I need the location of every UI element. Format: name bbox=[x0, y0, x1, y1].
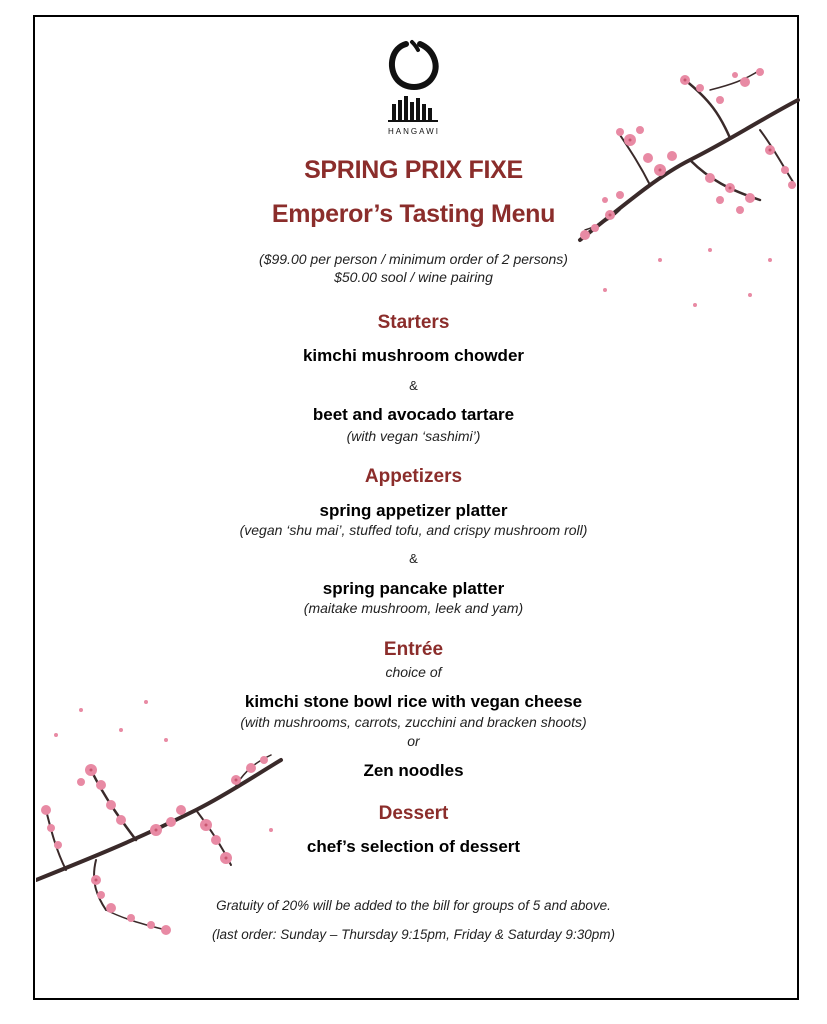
dish-detail: (with vegan ‘sashimi’) bbox=[346, 428, 481, 444]
dish-detail: (maitake mushroom, leek and yam) bbox=[303, 600, 524, 616]
enso-circle-icon bbox=[384, 38, 444, 126]
dish-kimchi-mushroom-chowder: kimchi mushroom chowder bbox=[302, 346, 525, 365]
dish-beet-avocado-tartare: beet and avocado tartare bbox=[312, 405, 515, 424]
section-heading-starters: Starters bbox=[377, 312, 450, 333]
price-note: ($99.00 per person / minimum order of 2 persons) bbox=[259, 251, 568, 267]
section-heading-appetizers: Appetizers bbox=[364, 466, 463, 487]
gratuity-note: Gratuity of 20% will be added to the bill for groups of 5 and above. bbox=[216, 898, 611, 913]
pairing-note: $50.00 sool / wine pairing bbox=[334, 269, 493, 285]
menu-title: SPRING PRIX FIXE bbox=[304, 156, 523, 184]
dish-separator: or bbox=[407, 733, 420, 749]
dish-detail: (with mushrooms, carrots, zucchini and bracken shoots) bbox=[240, 714, 587, 730]
last-order-note: (last order: Sunday – Thursday 9:15pm, Friday & Saturday 9:30pm) bbox=[212, 927, 615, 942]
dish-detail: (vegan ‘shu mai’, stuffed tofu, and crispy mushroom roll) bbox=[239, 522, 588, 538]
dish-zen-noodles: Zen noodles bbox=[363, 761, 464, 780]
dish-separator: & bbox=[409, 551, 418, 566]
dish-chefs-selection-dessert: chef’s selection of dessert bbox=[306, 837, 521, 856]
section-heading-dessert: Dessert bbox=[378, 803, 449, 824]
menu-subtitle: Emperor’s Tasting Menu bbox=[271, 200, 556, 228]
dish-spring-appetizer-platter: spring appetizer platter bbox=[319, 501, 508, 520]
choice-note: choice of bbox=[385, 664, 442, 680]
dish-kimchi-stone-bowl-rice: kimchi stone bowl rice with vegan cheese bbox=[244, 692, 583, 711]
dish-spring-pancake-platter: spring pancake platter bbox=[322, 579, 505, 598]
logo-brand-text: HANGAWI bbox=[388, 127, 440, 136]
hangawi-logo bbox=[384, 38, 444, 138]
dish-separator: & bbox=[409, 378, 418, 393]
section-heading-entree: Entrée bbox=[383, 639, 444, 660]
